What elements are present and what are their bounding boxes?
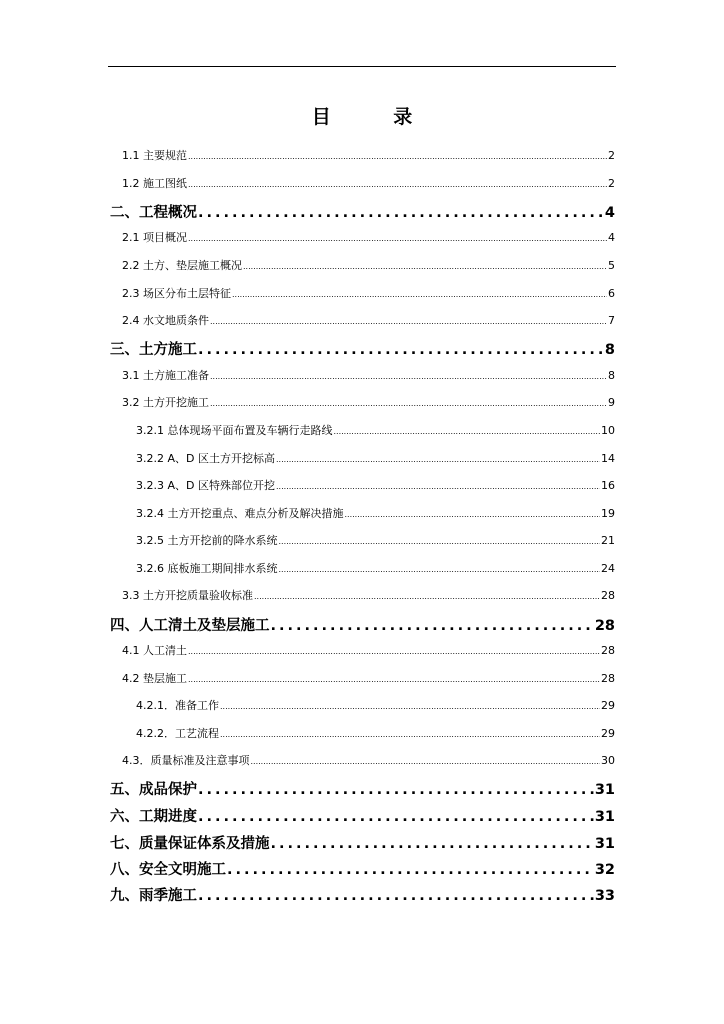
dot-leader <box>198 202 604 224</box>
toc-entry-label: 九、雨季施工 <box>110 888 197 904</box>
dot-leader <box>198 806 594 828</box>
dot-leader <box>188 671 600 689</box>
toc-entry-label: 3.1 土方施工准备 <box>122 369 209 382</box>
toc-entry-page: 10 <box>601 424 615 437</box>
dot-leader <box>276 478 600 496</box>
toc-entry-page: 33 <box>594 888 615 904</box>
dot-leader <box>210 368 607 386</box>
toc-title: 目 录 <box>311 106 441 128</box>
toc-entry-page: 14 <box>601 452 615 465</box>
toc-chapter[interactable] <box>110 885 615 907</box>
toc-entry-label: 4.2.2．工艺流程 <box>136 727 219 740</box>
toc-entry-label: 3.2.1 总体现场平面布置及车辆行走路线 <box>136 424 333 437</box>
toc-chapter[interactable] <box>110 806 615 828</box>
toc-entry-page: 4 <box>608 231 615 244</box>
dot-leader <box>198 885 594 907</box>
toc-entry-label: 2.2 土方、垫层施工概况 <box>122 259 242 272</box>
toc-entry-page: 29 <box>601 699 615 712</box>
dot-leader <box>210 313 607 331</box>
toc-entry-page: 31 <box>594 782 615 798</box>
toc-entry-page: 6 <box>608 287 615 300</box>
toc-entry-page: 24 <box>601 562 615 575</box>
dot-leader <box>210 395 607 413</box>
toc-entry-label: 1.1 主要规范 <box>122 149 187 162</box>
dot-leader <box>271 833 594 855</box>
dot-leader <box>344 506 600 524</box>
toc-entry[interactable] <box>122 229 615 247</box>
toc-entry[interactable] <box>122 175 615 193</box>
toc-entry[interactable] <box>122 670 615 688</box>
dot-leader <box>220 726 600 744</box>
dot-leader <box>188 148 607 166</box>
toc-entry[interactable] <box>136 422 615 440</box>
toc-entry-label: 3.2.4 土方开挖重点、难点分析及解决措施 <box>136 507 344 520</box>
toc-entry[interactable] <box>136 725 615 743</box>
toc-entry-label: 3.3 土方开挖质量验收标准 <box>122 589 253 602</box>
toc-entry[interactable] <box>136 477 615 495</box>
toc-entry-page: 31 <box>594 836 615 852</box>
toc-entry-page: 31 <box>594 809 615 825</box>
toc-entry-label: 2.4 水文地质条件 <box>122 314 209 327</box>
toc-entry-page: 8 <box>604 342 615 358</box>
toc-entry[interactable] <box>122 285 615 303</box>
toc-entry-page: 2 <box>608 149 615 162</box>
toc-entry-label: 八、安全文明施工 <box>110 862 226 878</box>
toc-entry[interactable] <box>122 367 615 385</box>
toc-entry-label: 4.2 垫层施工 <box>122 672 187 685</box>
toc-entry[interactable] <box>122 587 615 605</box>
toc-entry-page: 30 <box>601 754 615 767</box>
dot-leader <box>271 615 594 637</box>
toc-entry-page: 21 <box>601 534 615 547</box>
toc-entry[interactable] <box>136 560 615 578</box>
dot-leader <box>279 533 601 551</box>
toc-entry-label: 六、工期进度 <box>110 809 197 825</box>
toc-entry-label: 七、质量保证体系及措施 <box>110 836 270 852</box>
toc-entry-label: 三、土方施工 <box>110 342 197 358</box>
toc-entry-label: 2.1 项目概况 <box>122 231 187 244</box>
toc-entry[interactable] <box>122 394 615 412</box>
toc-entry-label: 3.2.6 底板施工期间排水系统 <box>136 562 278 575</box>
toc-entry-label: 五、成品保护 <box>110 782 197 798</box>
dot-leader <box>232 286 607 304</box>
toc-entry-label: 4.1 人工清土 <box>122 644 187 657</box>
toc-entry-label: 2.3 场区分布土层特征 <box>122 287 231 300</box>
toc-chapter[interactable] <box>110 339 615 361</box>
toc-entry-label: 二、工程概况 <box>110 205 197 221</box>
toc-entry[interactable] <box>136 505 615 523</box>
toc-entry-label: 4.2.1．准备工作 <box>136 699 219 712</box>
toc-entry-page: 28 <box>601 672 615 685</box>
toc-entry-page: 8 <box>608 369 615 382</box>
dot-leader <box>276 451 600 469</box>
toc-entry[interactable] <box>122 312 615 330</box>
toc-entry-label: 3.2 土方开挖施工 <box>122 396 209 409</box>
toc-entry-page: 5 <box>608 259 615 272</box>
toc-entry[interactable] <box>122 752 615 770</box>
dot-leader <box>188 176 607 194</box>
toc-entry-page: 28 <box>601 589 615 602</box>
toc-entry-label: 3.2.2 A、D 区土方开挖标高 <box>136 452 275 465</box>
dot-leader <box>251 753 601 771</box>
toc-chapter[interactable] <box>110 833 615 855</box>
dot-leader <box>220 698 600 716</box>
toc-entry[interactable] <box>122 147 615 165</box>
toc-entry[interactable] <box>122 257 615 275</box>
toc-chapter[interactable] <box>110 779 615 801</box>
toc-entry-page: 28 <box>594 618 615 634</box>
toc-entry-page: 32 <box>594 862 615 878</box>
toc-entry-page: 9 <box>608 396 615 409</box>
toc-chapter[interactable] <box>110 859 615 881</box>
toc-entry-page: 4 <box>604 205 615 221</box>
dot-leader <box>333 423 600 441</box>
toc-entry-label: 3.2.5 土方开挖前的降水系统 <box>136 534 278 547</box>
toc-entry-page: 19 <box>601 507 615 520</box>
dot-leader <box>198 779 594 801</box>
toc-entry-page: 7 <box>608 314 615 327</box>
toc-entry-page: 2 <box>608 177 615 190</box>
toc-entry-label: 4.3．质量标准及注意事项 <box>122 754 250 767</box>
toc-entry[interactable] <box>122 642 615 660</box>
dot-leader <box>188 643 600 661</box>
dot-leader <box>198 339 604 361</box>
toc-entry[interactable] <box>136 450 615 468</box>
toc-entry-page: 28 <box>601 644 615 657</box>
toc-entry-label: 1.2 施工图纸 <box>122 177 187 190</box>
toc-entry[interactable] <box>136 697 615 715</box>
dot-leader <box>188 230 607 248</box>
toc-entry-page: 16 <box>601 479 615 492</box>
dot-leader <box>227 859 594 881</box>
dot-leader <box>279 561 601 579</box>
toc-entry[interactable] <box>136 532 615 550</box>
toc-chapter[interactable] <box>110 615 615 637</box>
toc-entry-page: 29 <box>601 727 615 740</box>
toc-chapter[interactable] <box>110 202 615 224</box>
dot-leader <box>243 258 607 276</box>
toc-entry-label: 3.2.3 A、D 区特殊部位开挖 <box>136 479 275 492</box>
dot-leader <box>254 588 600 606</box>
toc-entry-label: 四、人工清土及垫层施工 <box>110 618 270 634</box>
